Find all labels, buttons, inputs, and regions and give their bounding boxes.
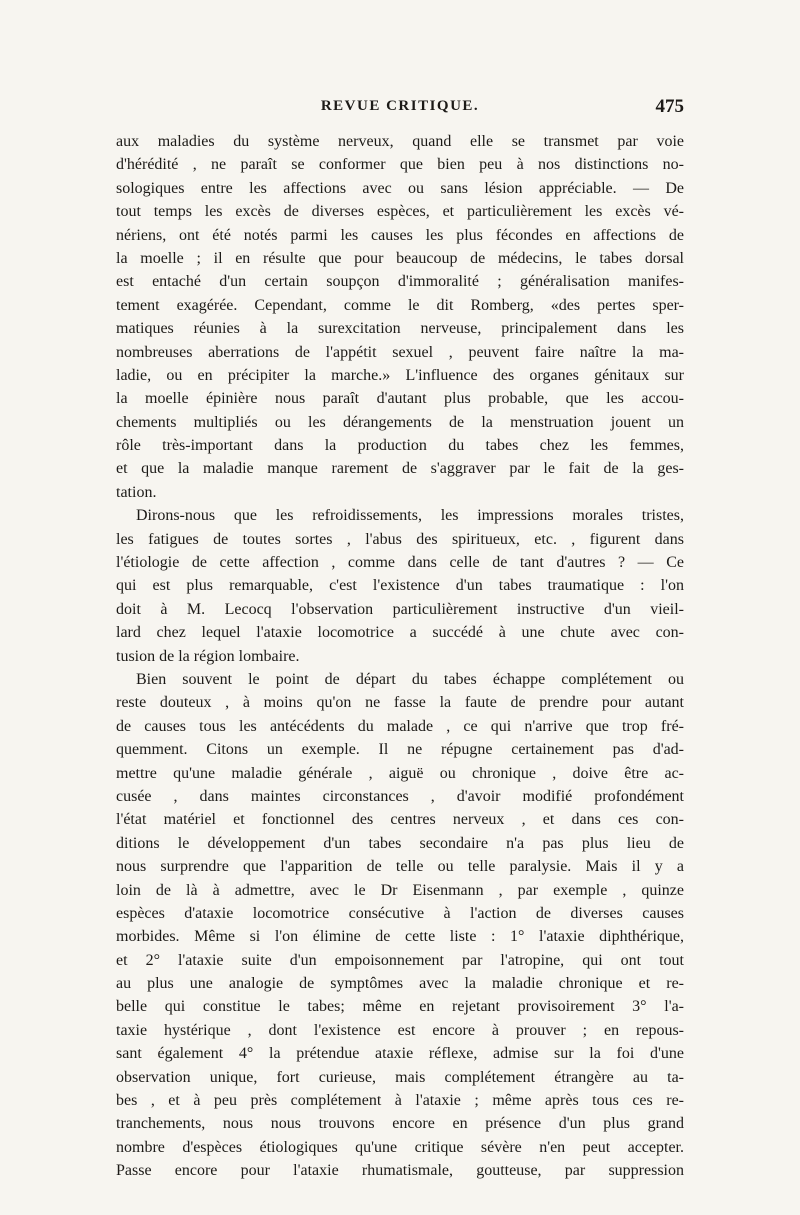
text-line: de causes tous les antécédents du malade , ce qui n'arrive que trop fré-: [116, 717, 684, 735]
text-line: lard chez lequel l'ataxie locomotrice a succédé à une chute avec con-: [116, 624, 684, 642]
text-line: tout temps les excès de diverses espèces, et particulièrement les excès vé-: [116, 203, 684, 221]
text-line: chements multipliés ou les dérangements de la menstruation jouent un: [116, 413, 684, 431]
text-line: l'état matériel et fonctionnel des centres nerveux , et dans ces con-: [116, 811, 684, 829]
text-line: loin de là à admettre, avec le Dr Eisenmann , par exemple , quinze: [116, 881, 684, 899]
text-line: nous surprendre que l'apparition de telle ou telle paralysie. Mais il y a: [116, 858, 684, 876]
text-line: et que la maladie manque rarement de s'aggraver par le fait de la ges-: [116, 460, 684, 478]
text-line: espèces d'ataxie locomotrice consécutive à l'action de diverses causes: [116, 904, 684, 922]
text-line: Passe encore pour l'ataxie rhumatismale, goutteuse, par suppression: [116, 1162, 684, 1180]
body-text: [116, 130, 684, 1183]
text-line: cusée , dans maintes circonstances , d'avoir modifié profondément: [116, 787, 684, 805]
text-line: belle qui constitue le tabes; même en rejetant provisoirement 3° l'a-: [116, 998, 684, 1016]
text-line: nériens, ont été notés parmi les causes les plus fécondes en affections de: [116, 226, 684, 244]
text-line: Dirons-nous que les refroidissements, les impressions morales tristes,: [136, 507, 684, 525]
page-number: 475: [655, 96, 684, 117]
text-line: est entaché d'un certain soupçon d'immoralité ; généralisation manifes-: [116, 273, 684, 291]
text-line: rôle très-important dans la production du tabes chez les femmes,: [116, 437, 684, 455]
text-line: les fatigues de toutes sortes , l'abus des spiritueux, etc. , figurent dans: [116, 530, 684, 548]
text-line: l'étiologie de cette affection , comme dans celle de tant d'autres ? — Ce: [116, 554, 684, 572]
text-line: doit à M. Lecocq l'observation particulièrement instructive d'un vieil-: [116, 600, 684, 618]
text-line: nombre d'espèces étiologiques qu'une critique sévère n'en peut accepter.: [116, 1138, 684, 1156]
text-line: ditions le développement d'un tabes secondaire n'a pas plus lieu de: [116, 834, 684, 852]
text-line: observation unique, fort curieuse, mais complétement étrangère au ta-: [116, 1068, 684, 1086]
text-line: reste douteux , à moins qu'on ne fasse la faute de prendre pour autant: [116, 694, 684, 712]
text-line: et 2° l'ataxie suite d'un empoisonnement par l'atropine, qui ont tout: [116, 951, 684, 969]
text-line: d'hérédité , ne paraît se conformer que bien peu à nos distinctions no-: [116, 156, 684, 174]
text-line: qui est plus remarquable, c'est l'existence d'un tabes traumatique : l'on: [116, 577, 684, 595]
text-line: au plus une analogie de symptômes avec la maladie chronique et re-: [116, 975, 684, 993]
text-line: ladie, ou en précipiter la marche.» L'influence des organes génitaux sur: [116, 366, 684, 384]
text-line: matiques réunies à la surexcitation nerveuse, principalement dans les: [116, 320, 684, 338]
text-line: la moelle épinière nous paraît d'autant plus probable, que les accou-: [116, 390, 684, 408]
text-line: Bien souvent le point de départ du tabes échappe complétement ou: [136, 670, 684, 688]
text-line: tement exagérée. Cependant, comme le dit Romberg, «des pertes sper-: [116, 296, 684, 314]
page-header: [116, 96, 684, 124]
text-line: aux maladies du système nerveux, quand elle se transmet par voie: [116, 133, 684, 150]
text-line: sant également 4° la prétendue ataxie réflexe, admise sur la foi d'une: [116, 1045, 684, 1063]
text-line: morbides. Même si l'on élimine de cette liste : 1° l'ataxie diphthérique,: [116, 928, 684, 946]
text-line: bes , et à peu près complétement à l'ataxie ; même après tous ces re-: [116, 1092, 684, 1110]
text-line: nombreuses aberrations de l'appétit sexuel , peuvent faire naître la ma-: [116, 343, 684, 361]
text-line: tation.: [116, 483, 157, 501]
text-line: quemment. Citons un exemple. Il ne répugne certainement pas d'ad-: [116, 741, 684, 759]
text-line: la moelle ; il en résulte que pour beaucoup de médecins, le tabes dorsal: [116, 249, 684, 267]
text-line: sologiques entre les affections avec ou sans lésion appréciable. — De: [116, 179, 684, 197]
text-line: tranchements, nous nous trouvons encore en présence d'un plus grand: [116, 1115, 684, 1133]
text-line: taxie hystérique , dont l'existence est encore à prouver ; en repous-: [116, 1021, 684, 1039]
running-title: REVUE CRITIQUE.: [320, 98, 480, 114]
text-line: tusion de la région lombaire.: [116, 647, 300, 665]
text-line: mettre qu'une maladie générale , aiguë ou chronique , doive être ac-: [116, 764, 684, 782]
